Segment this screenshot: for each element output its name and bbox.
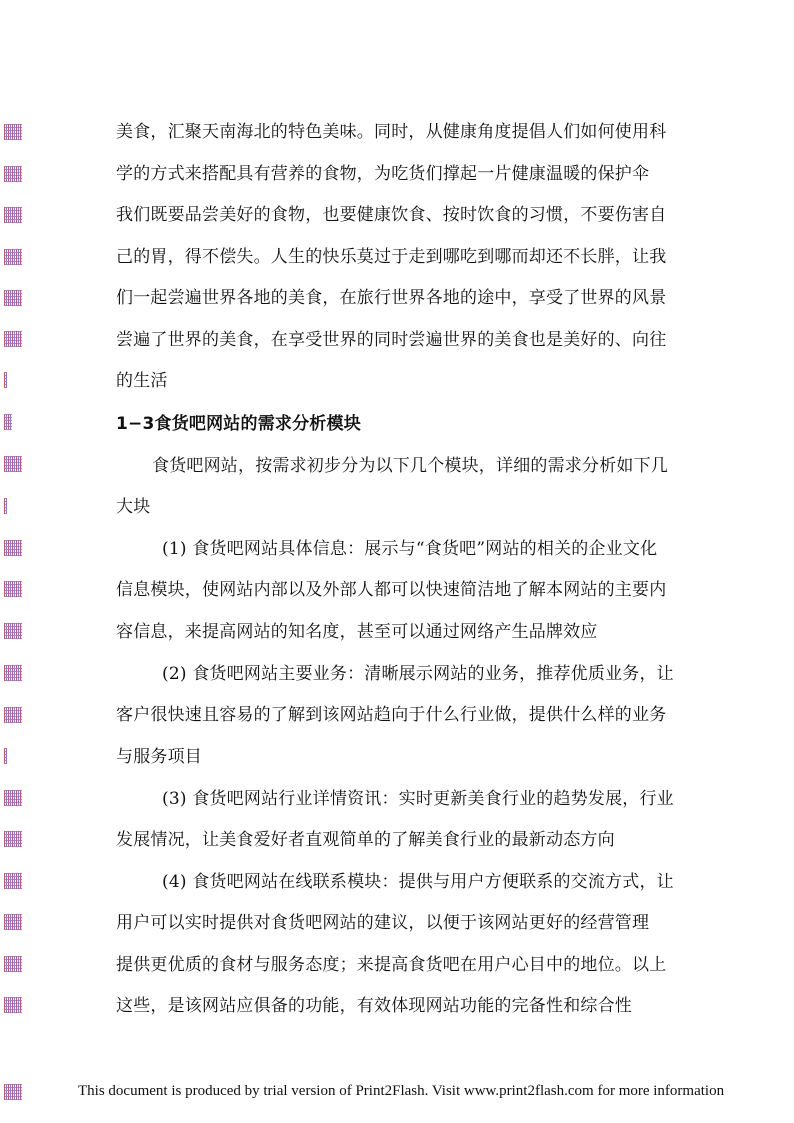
text-line: 我们既要品尝美好的食物，也要健康饮食、按时饮食的习惯，不要伤害自: [116, 205, 667, 225]
text-line: 美食，汇聚天南海北的特色美味。同时，从健康角度提倡人们如何使用科: [116, 122, 667, 142]
margin-artifact: [4, 956, 22, 972]
margin-artifact: [4, 997, 22, 1013]
text-line: 这些，是该网站应俱备的功能，有效体现网站功能的完备性和综合性: [116, 996, 632, 1016]
margin-artifact: [4, 748, 7, 764]
margin-artifact: [4, 414, 12, 430]
text-line: 提供更优质的食材与服务态度；来提高食货吧在用户心目中的地位。以上: [116, 955, 667, 975]
margin-artifact: [4, 456, 22, 472]
margin-artifact: [4, 331, 22, 347]
margin-artifact: [4, 498, 7, 514]
text-line: 尝遍了世界的美食，在享受世界的同时尝遍世界的美食也是美好的、向往: [116, 330, 667, 350]
margin-artifact: [4, 914, 22, 930]
text-line: 用户可以实时提供对食货吧网站的建议，以便于该网站更好的经营管理: [116, 913, 650, 933]
margin-artifact: [4, 249, 22, 265]
margin-artifact: [4, 540, 22, 556]
list-item-1: (1) 食货吧网站具体信息：展示与“食货吧”网站的相关的企业文化: [162, 539, 658, 559]
list-item-2: (2) 食货吧网站主要业务：清晰展示网站的业务，推荐优质业务，让: [162, 664, 674, 684]
margin-artifact: [4, 581, 22, 597]
text-line: 与服务项目: [116, 747, 202, 767]
text-line: 学的方式来搭配具有营养的食物，为吃货们撑起一片健康温暖的保护伞: [116, 164, 650, 184]
text-line: 大块: [116, 497, 151, 517]
margin-artifact: [4, 124, 22, 140]
text-line: 己的胃，得不偿失。人生的快乐莫过于走到哪吃到哪而却还不长胖，让我: [116, 247, 667, 267]
list-item-3: (3) 食货吧网站行业详情资讯：实时更新美食行业的趋势发展，行业: [162, 789, 674, 809]
text-line: 客户很快速且容易的了解到该网站趋向于什么行业做，提供什么样的业务: [116, 705, 667, 725]
margin-artifact: [4, 372, 7, 388]
margin-artifact: [4, 665, 22, 681]
margin-artifact: [4, 1084, 22, 1100]
list-item-4: (4) 食货吧网站在线联系模块：提供与用户方便联系的交流方式，让: [162, 872, 674, 892]
text-line: 发展情况，让美食爱好者直观简单的了解美食行业的最新动态方向: [116, 830, 615, 850]
margin-artifact: [4, 166, 22, 182]
text-line: 容信息，来提高网站的知名度，甚至可以通过网络产生品牌效应: [116, 622, 598, 642]
margin-artifact: [4, 707, 22, 723]
margin-artifact: [4, 623, 22, 639]
margin-artifact: [4, 790, 22, 806]
trial-watermark-footer: This document is produced by trial version of Print2Flash. Visit www.print2flash.com for more information: [78, 1083, 725, 1099]
margin-artifacts: [4, 0, 24, 1123]
margin-artifact: [4, 831, 22, 847]
margin-artifact: [4, 207, 22, 223]
margin-artifact: [4, 290, 22, 306]
text-line: 的生活: [116, 371, 168, 391]
margin-artifact: [4, 873, 22, 889]
text-line: 们一起尝遍世界各地的美食，在旅行世界各地的途中，享受了世界的风景: [116, 288, 667, 308]
text-line: 食货吧网站，按需求初步分为以下几个模块，详细的需求分析如下几: [152, 456, 668, 476]
text-line: 信息模块，使网站内部以及外部人都可以快速简洁地了解本网站的主要内: [116, 580, 667, 600]
section-heading: 1−3食货吧网站的需求分析模块: [116, 414, 361, 434]
